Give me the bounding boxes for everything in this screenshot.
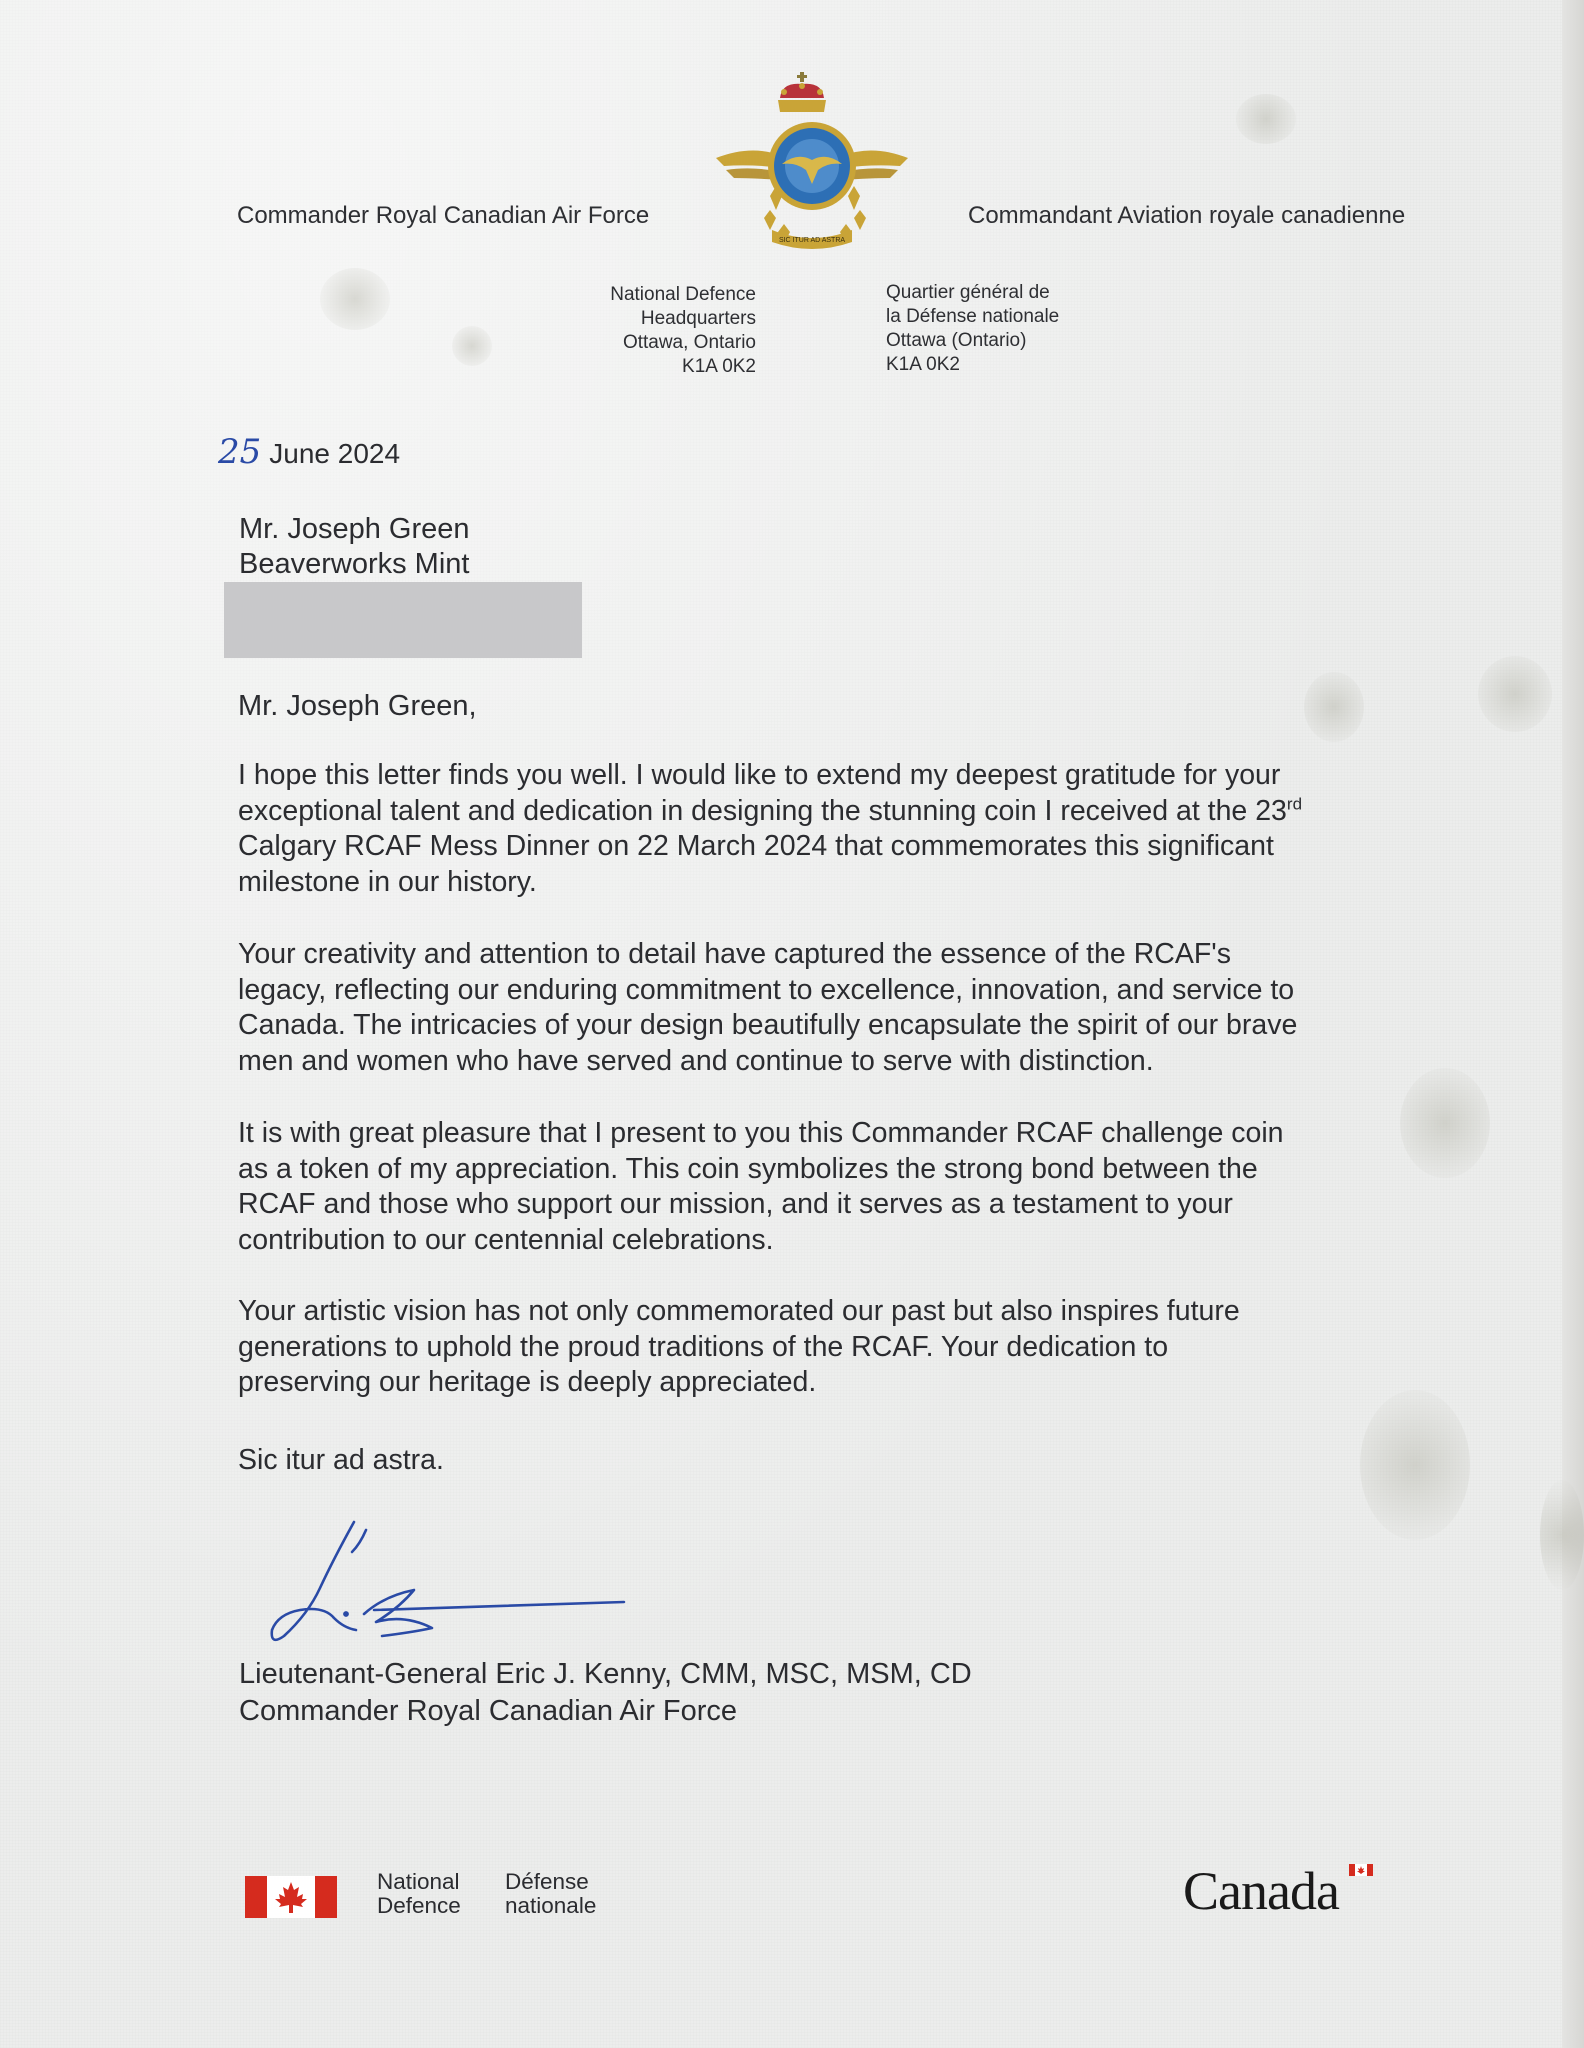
address-fr-line: K1A 0K2: [886, 354, 960, 375]
paragraph-line: legacy, reflecting our enduring commitment to excellence, innovation, and service to: [238, 973, 1295, 1006]
paragraph-line: preserving our heritage is deeply appreciated.: [238, 1366, 817, 1398]
canada-flag-icon: [245, 1876, 337, 1918]
address-fr: [886, 281, 1059, 377]
dept-fr-line: Défense: [505, 1869, 589, 1894]
paragraph-line: I hope this letter finds you well. I would like to extend my deepest gratitude for your: [238, 759, 1281, 791]
paper-stain: [1236, 94, 1296, 144]
paragraph-line-text: exceptional talent and dedication in designing the stunning coin I received at the 23: [238, 794, 1287, 827]
handwritten-date-day: 25: [218, 432, 262, 472]
paragraph-4: [238, 1294, 1438, 1401]
paragraph-line: generations to uphold the proud traditions of the RCAF. Your dedication to: [238, 1330, 1169, 1363]
address-en-line: National Defence: [610, 284, 756, 305]
paragraph-line: as a token of my appreciation. This coin symbolizes the strong bond between the: [238, 1152, 1258, 1185]
address-en: [580, 283, 756, 379]
redacted-address: [224, 582, 582, 658]
recipient-company: Beaverworks Mint: [239, 548, 470, 580]
dept-name-fr: [505, 1870, 596, 1918]
address-en-line: Ottawa, Ontario: [622, 332, 756, 353]
paragraph-line: RCAF and those who support our mission, and it serves as a testament to your: [238, 1188, 1233, 1220]
dept-en-line: Defence: [377, 1893, 461, 1918]
wordmark-flag-icon: [1349, 1864, 1373, 1876]
paper-stain: [452, 326, 492, 366]
header-title-fr: Commandant Aviation royale canadienne: [968, 202, 1406, 229]
signer-title: Commander Royal Canadian Air Force: [239, 1695, 738, 1727]
paragraph-line: [238, 794, 1438, 830]
handwritten-signature: [264, 1518, 634, 1648]
crown-icon: [778, 72, 826, 112]
address-fr-line: Ottawa (Ontario): [886, 330, 1027, 351]
signer-name: Lieutenant-General Eric J. Kenny, CMM, MSC, MSM, CD: [239, 1658, 972, 1690]
paper-stain: [1478, 656, 1552, 732]
closing-motto: Sic itur ad astra.: [238, 1444, 444, 1476]
address-fr-line: Quartier général de: [886, 282, 1050, 303]
recipient-name: Mr. Joseph Green: [239, 513, 470, 545]
letter-date: [218, 432, 400, 472]
recipient-block: [239, 512, 470, 582]
paragraph-1: [238, 758, 1438, 900]
paragraph-2: [238, 937, 1438, 1079]
canada-wordmark: [1183, 1860, 1383, 1920]
dept-fr-line: nationale: [505, 1893, 597, 1918]
paper-stain: [1360, 1390, 1470, 1540]
paragraph-line: Canada. The intricacies of your design beautifully encapsulate the spirit of our brave: [238, 1009, 1298, 1041]
salutation: Mr. Joseph Green,: [238, 690, 477, 722]
paper-edge: [1562, 0, 1584, 2048]
paragraph-line: Your creativity and attention to detail have captured the essence of the RCAF's: [238, 938, 1231, 970]
signer-block: [239, 1656, 972, 1730]
paper-stain: [1304, 672, 1364, 742]
dept-en-line: National: [377, 1869, 460, 1894]
address-en-line: Headquarters: [640, 308, 756, 329]
paragraph-line: It is with great pleasure that I present to you this Commander RCAF challenge coin: [238, 1117, 1284, 1149]
header-title-en: Commander Royal Canadian Air Force: [237, 202, 650, 229]
paragraph-3: [238, 1116, 1438, 1258]
address-fr-line: la Défense nationale: [886, 306, 1060, 327]
dept-name-en: [377, 1870, 461, 1918]
canada-wordmark-text: Canada: [1183, 1861, 1339, 1921]
paragraph-line: men and women who have served and continue to serve with distinction.: [238, 1044, 1154, 1077]
paper-stain: [320, 268, 390, 330]
paper-stain: [1540, 1480, 1584, 1590]
paragraph-line: milestone in our history.: [238, 865, 537, 898]
paragraph-line: Calgary RCAF Mess Dinner on 22 March 2024 that commemorates this significant: [238, 830, 1274, 862]
address-en-line: K1A 0K2: [682, 356, 756, 377]
paragraph-line: Your artistic vision has not only commemorated our past but also inspires future: [238, 1295, 1240, 1327]
rcaf-crest-emblem: [712, 66, 912, 258]
paragraph-line: contribution to our centennial celebrations.: [238, 1223, 774, 1256]
crest-motto: SIC ITUR AD ASTRA: [778, 237, 846, 244]
ordinal-suffix: rd: [1286, 794, 1303, 813]
date-month-year: June 2024: [269, 438, 401, 469]
